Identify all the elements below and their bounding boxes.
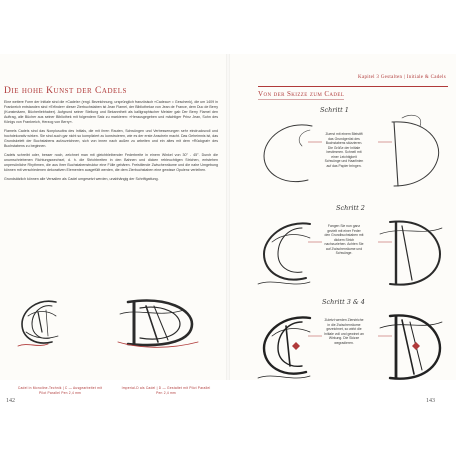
cadel-d-illustration (118, 301, 198, 348)
left-page-heading: Die hohe Kunst der Cadels (4, 86, 127, 96)
cadel-c-illustration (18, 301, 58, 346)
right-page-heading: Von der Skizze zum Cadel (258, 90, 345, 98)
step-3-label: Schritt 3 & 4 (322, 298, 365, 306)
body-paragraph: Grundsätzlich können alle Versalien als Cadel umgesetzt werden, unabhängig der Schriftgattung. (4, 177, 159, 181)
body-paragraph: Cadels schreibt oder, besser noch, zeichnet man mit gleichbleibender Federbreite in einem Winkel von 30° - 45°. Durch die unumschriebenen Richtungswechsel, d. h. die Strichbreiten in den Bahnen und dicken rebleuchtigen Strichen, entstehen unpersönliche Rhythmen, die aus ihrer Buchstabenstruktur eine Fülle gebären. Freistilende Zwischenräume und die nahe Umgebung können mit verschiedenen dekorativen Elementen ausgefüllt werden, die dem Zierbuchstaben eine gewisse Opulenz verleihen. (4, 153, 218, 172)
running-head (258, 76, 448, 87)
step-2-note: Fangen Sie nun ganz gezielt mit einer Feder den Grundbuchstaben mit dickem Strich nachzuziehen. Achten Sie auf Zwischenräume und Schwünge. (324, 224, 364, 255)
step-1-note: Zuerst mit einem Bleistift das Grundgerüst des Buchstabens skizzieren. Die Größe der Initiale bestimmen. Schnell mit einer Leichtigkeit Schwünge und Haarlinien auf das Papier bringen. (324, 132, 364, 168)
cadel-illustrations (8, 276, 214, 368)
body-paragraph: Flamels Cadels sind das Nonplusultra des Initials, die mit ihren Rauten, Schwüngen und Verbesserungen sehr eindrucksvoll und hochdekorativ wirken. Sie sind auch gar nicht so kompliziert zu konstruieren, wie es der erste Anschein macht. Das Geheimnis ist, das Grundskelett der Buchstabens aufzuzeichnen, sich von innen nach außen zu arbeiten und ein altes mit dem »Rückgrat« des Buchstabens zu beginnen. (4, 129, 218, 148)
left-page-body (4, 100, 218, 186)
running-head-text: Kapitel 3 Gestalten | Initiale & Cadels (358, 75, 446, 80)
step-3-note: Zuletzt werden Zierstriche in die Zwischenräume gezeichnet, so wirkt die Initiale voll und gewinnt an Wirkung. Die Skizze wegradieren. (324, 318, 364, 345)
caption-cadel-c: Cadel in Monoline-Technik | C — Ausgearbeitet mit Pilot Parallel Pen 2,4 mm (17, 386, 103, 395)
step-2-label: Schritt 2 (336, 204, 365, 212)
page-number-right: 143 (426, 398, 435, 404)
book-gutter (226, 54, 230, 380)
caption-cadel-d: Imperial-D als Cadel | D — Gestaltet mit Pilot Parallel Pen 2,4 mm (121, 386, 211, 395)
page-number-left: 142 (6, 398, 15, 404)
body-paragraph: Eine weitere Form der Initiale sind die »Cadels« (engl. Bezeichnung, ursprünglich französisch »Cadeau« = Geschenk), die um 1409 in Frankreich entstanden sind »Erfinder« dieser Zierbuchstaben ist Jean Flamel, der Bibliothekar von Jean de France, dem Duc de Berry (Kunstmäzen, Bücherliebhaber). Aufgrund seiner Stellung und Bekanntheit als kalligraphischer Meister gab Der Berry Flamel den Auftrag, alle Bücher aus seiner Bibliothek mit folgendem Satz zu markieren: »Herausgegeben und mächtiger Prinz Jean, Sohn des Königs von Frankreich, Herzog von Berry«. (4, 100, 218, 124)
step-1-label: Schritt 1 (320, 106, 349, 114)
